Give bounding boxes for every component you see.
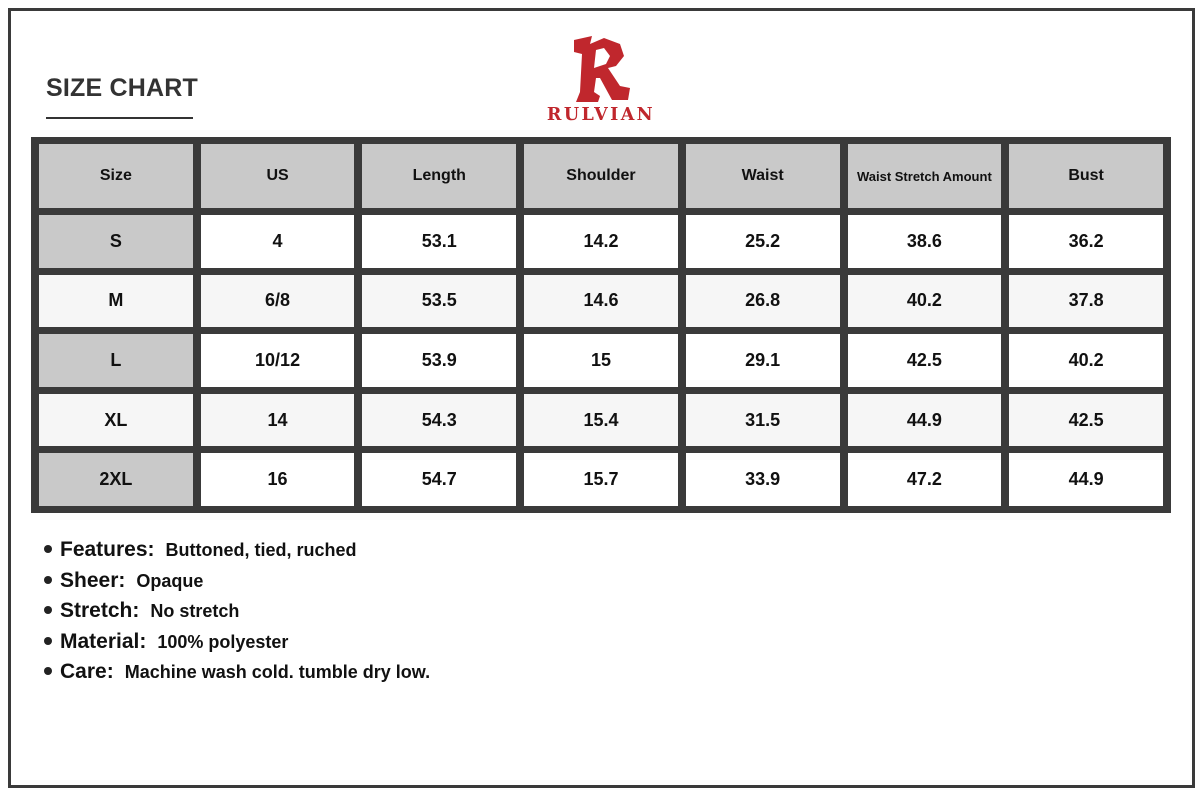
waist-cell: 26.8 (686, 275, 840, 328)
length-cell: 53.9 (362, 334, 516, 387)
brand-logo-icon (570, 34, 632, 102)
bust-cell: 40.2 (1009, 334, 1163, 387)
column-header-size: Size (39, 144, 193, 208)
size-cell: 2XL (39, 453, 193, 506)
spec-label: Material: (60, 629, 147, 653)
column-header-waist: Waist (686, 144, 840, 208)
shoulder-cell: 14.2 (524, 215, 678, 268)
waist-stretch-cell: 38.6 (848, 215, 1002, 268)
waist-stretch-cell: 40.2 (848, 275, 1002, 328)
spec-value: 100% polyester (157, 631, 289, 652)
table-header-row (39, 144, 1163, 208)
spec-label: Sheer: (60, 568, 126, 592)
length-cell: 53.1 (362, 215, 516, 268)
shoulder-cell: 15.7 (524, 453, 678, 506)
spec-label: Features: (60, 538, 155, 561)
table-row (39, 453, 1163, 506)
column-header-us: US (201, 144, 355, 208)
waist-stretch-cell: 42.5 (848, 334, 1002, 387)
spec-value: No stretch (150, 601, 240, 621)
spec-item-stretch (44, 599, 430, 630)
spec-value: Machine wash cold. tumble dry low. (124, 662, 431, 682)
length-cell: 54.7 (362, 453, 516, 506)
waist-stretch-cell: 47.2 (848, 453, 1002, 506)
table-row (39, 394, 1163, 447)
us-cell: 6/8 (201, 275, 355, 328)
bullet-icon (44, 667, 52, 675)
us-cell: 14 (201, 394, 355, 447)
spec-item-care (44, 660, 430, 691)
us-cell: 4 (201, 215, 355, 268)
spec-label: Stretch: (60, 599, 140, 622)
waist-cell: 29.1 (686, 334, 840, 387)
waist-cell: 33.9 (686, 453, 840, 506)
waist-cell: 25.2 (686, 215, 840, 268)
spec-label: Care: (60, 660, 114, 683)
brand-logo (540, 34, 662, 126)
length-cell: 54.3 (362, 394, 516, 447)
bust-cell: 36.2 (1009, 215, 1163, 268)
column-header-waist-stretch: Waist Stretch Amount (848, 144, 1002, 208)
size-cell: XL (39, 394, 193, 447)
spec-item-features (44, 538, 430, 569)
shoulder-cell: 15.4 (524, 394, 678, 447)
column-header-bust: Bust (1009, 144, 1163, 208)
column-header-shoulder: Shoulder (524, 144, 678, 208)
bullet-icon (44, 606, 52, 614)
bullet-icon (44, 637, 52, 645)
shoulder-cell: 15 (524, 334, 678, 387)
table-row (39, 334, 1163, 387)
page-title: SIZE CHART (46, 74, 198, 102)
bust-cell: 44.9 (1009, 453, 1163, 506)
spec-item-sheer (44, 569, 430, 600)
bullet-icon (44, 576, 52, 584)
spec-value: Buttoned, tied, ruched (165, 540, 357, 560)
product-specs-list (44, 538, 430, 691)
table-row (39, 215, 1163, 268)
waist-stretch-cell: 44.9 (848, 394, 1002, 447)
spec-item-material (44, 630, 430, 661)
size-cell: M (39, 275, 193, 328)
table-row (39, 275, 1163, 328)
shoulder-cell: 14.6 (524, 275, 678, 328)
waist-cell: 31.5 (686, 394, 840, 447)
length-cell: 53.5 (362, 275, 516, 328)
bullet-icon (44, 545, 52, 553)
title-underline (46, 117, 193, 119)
size-cell: S (39, 215, 193, 268)
bust-cell: 37.8 (1009, 275, 1163, 328)
brand-name: RULVIAN (546, 105, 656, 125)
bust-cell: 42.5 (1009, 394, 1163, 447)
size-cell: L (39, 334, 193, 387)
spec-value: Opaque (136, 570, 204, 591)
column-header-length: Length (362, 144, 516, 208)
size-table (31, 137, 1171, 513)
us-cell: 16 (201, 453, 355, 506)
us-cell: 10/12 (201, 334, 355, 387)
